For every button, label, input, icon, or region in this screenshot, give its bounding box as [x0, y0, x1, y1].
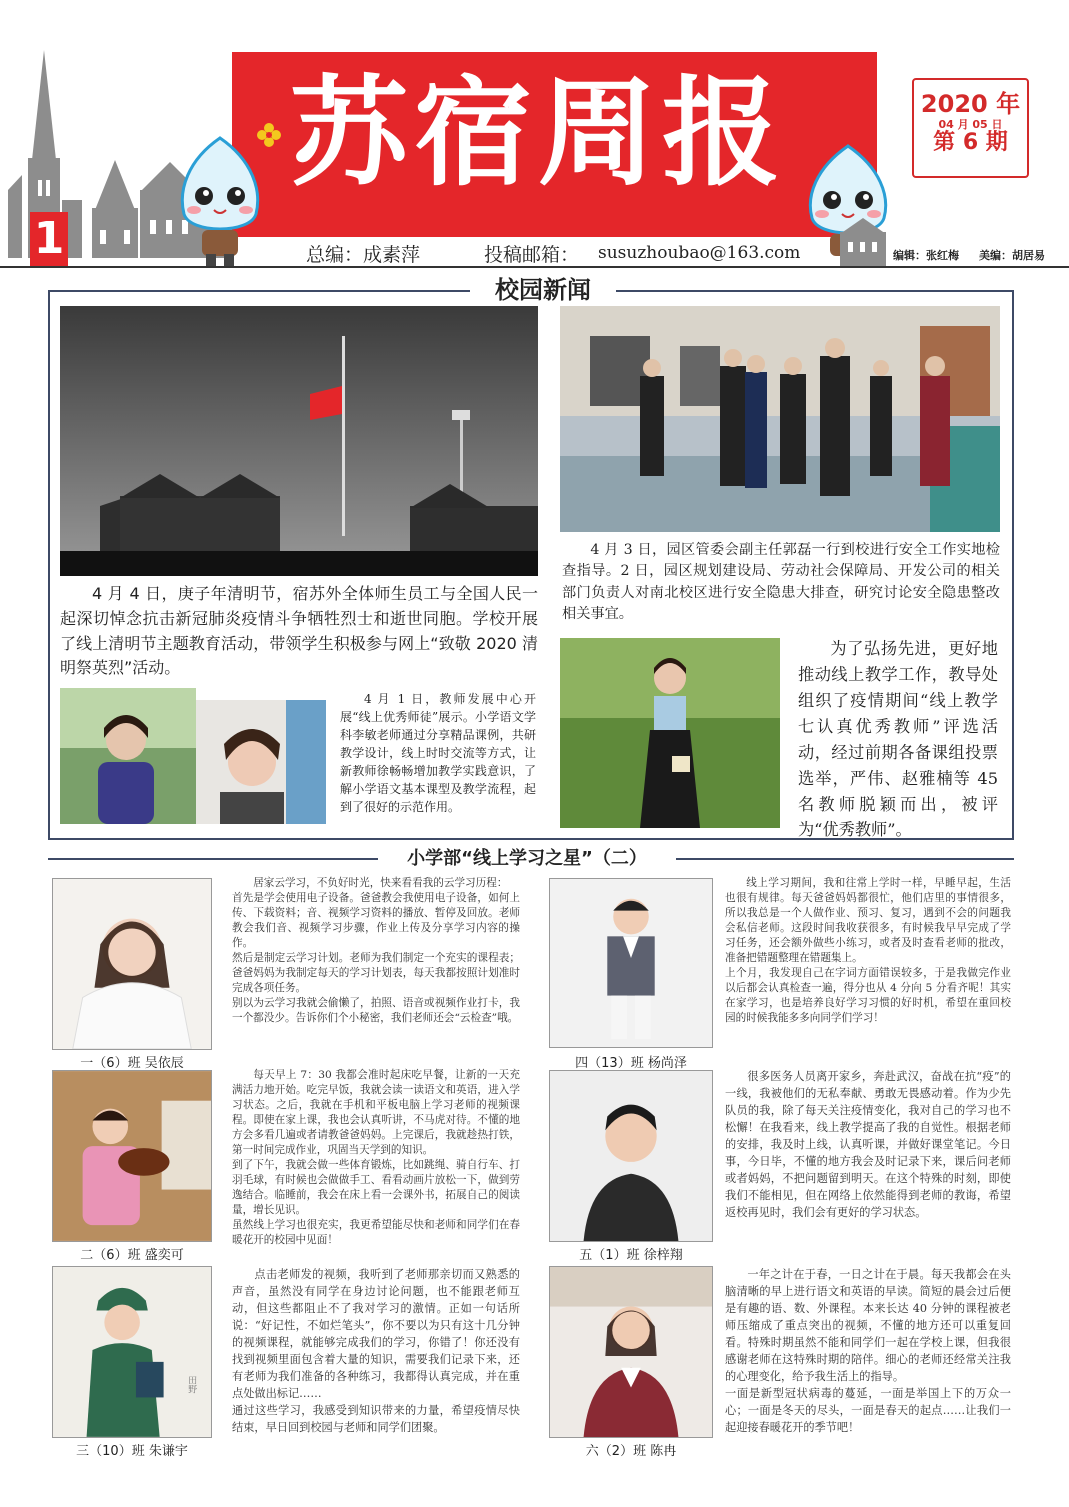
masthead-divider	[0, 266, 1069, 268]
teacher-li-min-photo	[60, 688, 196, 824]
building-skyline-right-graphic	[836, 216, 890, 266]
outstanding-teacher-photo	[560, 638, 780, 828]
stars-section-heading: 小学部“线上学习之星”（二）	[378, 844, 676, 874]
star-text-3: 每天早上 7：30 我都会准时起床吃早餐，让新的一天充满活力地开始。吃完早饭，我就会读一读语文和英语，进入学习状态。之后，我就在手机和平板电脑上学习老师的视频课程。即使在家上课，我也会认真听讲，不马虎对待。不懂的地方会多看几遍或者请教爸爸妈妈。上完课后，我就趁热打铁，第一时间完成作业，巩固当天学到的知识。 到了下午，我就会做一些体育锻炼，比如跳绳、骑自行车、打羽毛球，有时候也会做做手工、看看动画片放松一下，做到劳逸结合。临睡前，我会在床上看一会课外书，拓展自己的阅读量，增长见识。 虽然线上学习也很充实，我更希望能尽快和老师和同学们在春暖花开的校园中见面！	[232, 1069, 520, 1247]
student-wu-yichen-photo	[52, 878, 212, 1050]
email-label: 投稿邮箱：	[484, 244, 580, 266]
issue-number: 第 6 期	[933, 130, 1008, 155]
issue-year: 2020 年	[920, 90, 1021, 118]
flag-ceremony-photo	[60, 306, 538, 576]
star-text-6: 一年之计在于春，一日之计在于晨。每天我都会在头脑清晰的早上进行语文和英语的早读。简短的晨会过后便是有趣的语、数、外课程。本来长达 40 分钟的课程被老师压缩成了重点突出的视频，不懂的地方还可以重复回看。特殊时期虽然不能和同学们一起在学校上课，但我很感谢老师在这特殊时期的陪伴。细心的老师还经常关注我的心理变化，给予我生活上的指导。 一面是新型冠状病毒的蔓延，一面是举国上下的万众一心；一面是冬天的尽头，一面是春天的起点……让我们一起迎接春暖花开的季节吧！	[725, 1268, 1011, 1435]
inspection-article: 4 月 3 日，园区管委会副主任郭磊一行到校进行安全工作实地检查指导。2 日，园区规划建设局、劳动社会保障局、开发公司的相关部门负责人对南北校区进行安全隐患大排查，研究讨论安全隐患整改相关事宜。	[562, 542, 1000, 622]
star-caption-2: 四（13）班 杨尚泽	[575, 1056, 687, 1071]
star-text-1: 居家云学习，不负好时光，快来看看我的云学习历程： 首先是学会使用电子设备。爸爸教会我使用电子设备，如何上传、下载资料；音、视频学习资料的播放、暂停及回放。老师教会我们音、视频学习步骤，作业上传及分享学习内容的操作。 然后是制定云学习计划。老师为我们制定一个充实的课程表；爸爸妈妈为我制定每天的学习计划表，每天我都按照计划准时完成各项任务。 别以为云学习我就会偷懒了，拍照、语音或视频作业打卡，我一个都没少。告诉你们个小秘密，我们老师还会“云检查”哦。	[232, 877, 520, 1025]
campus-news-heading: 校园新闻	[470, 275, 616, 305]
teacher-xu-changchang-photo	[196, 700, 326, 824]
star-caption-1: 一（6）班 吴依辰	[80, 1056, 184, 1071]
issue-day: 04 月 05 日	[938, 118, 1003, 131]
star-text-2: 线上学习期间，我和往常上学时一样，早睡早起，生活也很有规律。每天爸爸妈妈都很忙，他们店里的事情很多，所以我总是一个人做作业、预习、复习，遇到不会的问题我会私信老师。这段时间我收获很多，有时候我早早完成了学习任务，还会额外做些小练习，或者及时查看老师的批改，准备把错题整理在错题集上。 上个月，我发现自己在字词方面错误较多，于是我做完作业以后都会认真检查一遍，得分也从 4 分向 5 分看齐呢！其实在家学习，也是培养良好学习习惯的好时机，希望在重回校园的时候我能多多向同学们学习！	[725, 877, 1011, 1025]
student-xu-zixiang-photo	[549, 1070, 713, 1242]
student-sheng-yike-photo	[52, 1070, 212, 1242]
safety-inspection-photo	[560, 306, 1000, 532]
art-editor-credit: 美编：胡居易	[979, 249, 1045, 262]
chief-editor: 总编：成素萍	[306, 244, 421, 266]
issue-date-box	[912, 78, 1029, 178]
mascot-left-icon	[172, 130, 268, 270]
qingming-article: 4 月 4 日，庚子年清明节，宿苏外全体师生员工与全国人民一起深切悼念抗击新冠肺炎疫情斗争牺牲烈士和逝世同胞。学校开展了线上清明节主题教育活动，带领学生积极参与网上“致敬 2020 清明祭英烈”活动。	[60, 584, 538, 678]
excellent-teacher-article: 为了弘扬先进，更好地推动线上教学工作，教导处组织了疫情期间“线上教学七认真优秀教师”评选活动，经过前期各备课组投票选举，严伟、赵雅楠等 45 名教师脱颖而出，被评为“优秀教师”。	[798, 639, 998, 840]
newspaper-title: 苏宿周报	[290, 64, 787, 202]
star-text-4: 很多医务人员离开家乡，奔赴武汉，奋战在抗“疫”的一线，我被他们的无私奉献、勇敢无畏感动着。作为少先队员的我，除了每天关注疫情变化，我对自己的学习也不松懈！在我看来，线上教学提高了我的自觉性。根据老师的安排，我及时上线，认真听课，并做好课堂笔记。今日事，今日毕，不懂的地方我会及时记录下来，课后问老师或者妈妈，不把问题留到明天。在这个特殊的时刻，即使我们不能相见，但在网络上依然能得到老师的教诲，希望返校再见时，我们会有更好的学习状态。	[725, 1070, 1011, 1220]
star-caption-4: 五（1）班 徐梓翔	[579, 1248, 683, 1263]
svg-text:田野: 田野	[186, 1375, 197, 1394]
student-chen-ran-photo	[549, 1266, 713, 1438]
page-number: 1	[30, 212, 68, 266]
student-zhu-qianyu-photo	[52, 1266, 212, 1438]
star-text-5: 点击老师发的视频，我听到了老师那亲切而又熟悉的声音，虽然没有同学在身边讨论问题，也不能跟老师互动，但这些都阻止不了我对学习的激情。正如一句话所说：“好记性，不如烂笔头”，你不要以为只有这十几分钟的视频课程，就能够完成我们的学习，你错了！你还没有找到视频里面包含着大量的知识，需要我们记录下来，还有老师为我们准备的各种练习，我都得认真完成，并在重点处做出标记…… 通过这些学习，我感受到知识带来的力量，希望疫情尽快结束，早日回到校园与老师和同学们团聚。	[232, 1268, 520, 1435]
editor-credit: 编辑：张红梅	[893, 249, 959, 262]
email-address[interactable]: susuzhoubao@163.com	[598, 243, 801, 263]
mentoring-article: 4 月 1 日，教师发展中心开展“线上优秀师徒”展示。小学语文学科李敏老师通过分享精品课例，共研教学设计，线上时时交流等方式，让新教师徐畅畅增加教学实践意识，了解小学语文基本课型及教学流程，起到了很好的示范作用。	[340, 692, 536, 814]
star-caption-3: 二（6）班 盛奕可	[80, 1248, 184, 1263]
student-yang-shangze-photo	[549, 878, 713, 1048]
star-caption-6: 六（2）班 陈冉	[585, 1444, 677, 1459]
flower-icon	[256, 122, 282, 148]
star-caption-5: 三（10）班 朱谦宇	[76, 1444, 188, 1459]
